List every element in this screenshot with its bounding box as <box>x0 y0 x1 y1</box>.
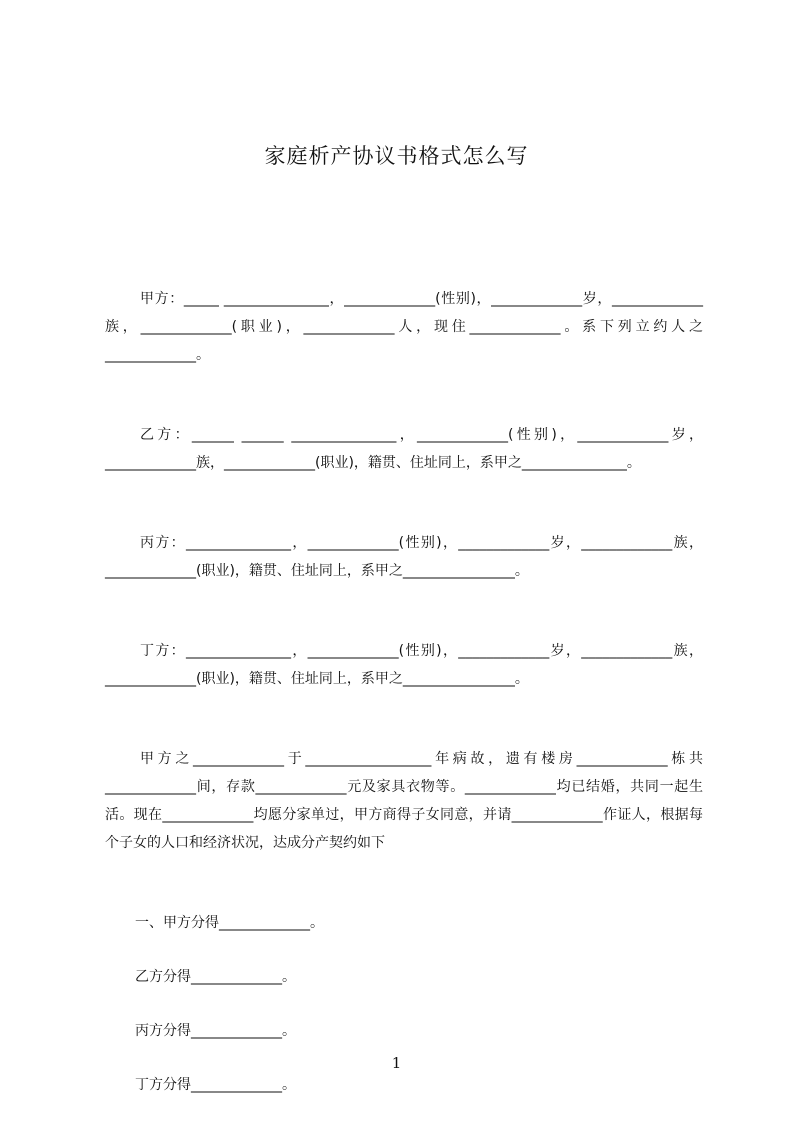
share-party-c: 丙方分得_____________。 <box>135 1023 296 1039</box>
page-number: 1 <box>391 1054 402 1072</box>
document-title: 家庭析产协议书格式怎么写 <box>264 144 529 168</box>
document-body <box>105 285 703 1099</box>
background-paragraph: 甲方之_____________于__________________年病故，遗有楼房_____________栋共_____________间，存款_____________元及家具衣物等。_____________均已结婚，共同一起生活。现在_____________均愿分家单过，甲方商得子女同意，并请_____________作证人，根据每个子女的人口和经济状况，达成分产契约如下 <box>105 751 703 851</box>
party-c-paragraph: 丙方：_______________，_____________(性别)，_____________岁，_____________族，_____________(职业)，籍贯、住址同上，系甲之________________。 <box>105 535 703 579</box>
party-a-paragraph: 甲方：_____ _______________，_____________(性别)，_____________岁，_____________族，_____________(职业)，_____________人，现住_____________。系下列立约人之_____________。 <box>105 291 703 363</box>
share-party-a: 一、甲方分得_____________。 <box>135 915 324 931</box>
party-b-paragraph: 乙方：______ ______ _______________，_____________(性别)，_____________岁，_____________族，_____________(职业)，籍贯、住址同上，系甲之_______________。 <box>105 427 703 471</box>
share-party-d: 丁方分得_____________。 <box>135 1077 296 1093</box>
party-d-paragraph: 丁方：_______________，_____________(性别)，_____________岁，_____________族，_____________(职业)，籍贯、住址同上，系甲之________________。 <box>105 643 703 687</box>
share-party-b: 乙方分得_____________。 <box>135 969 296 985</box>
